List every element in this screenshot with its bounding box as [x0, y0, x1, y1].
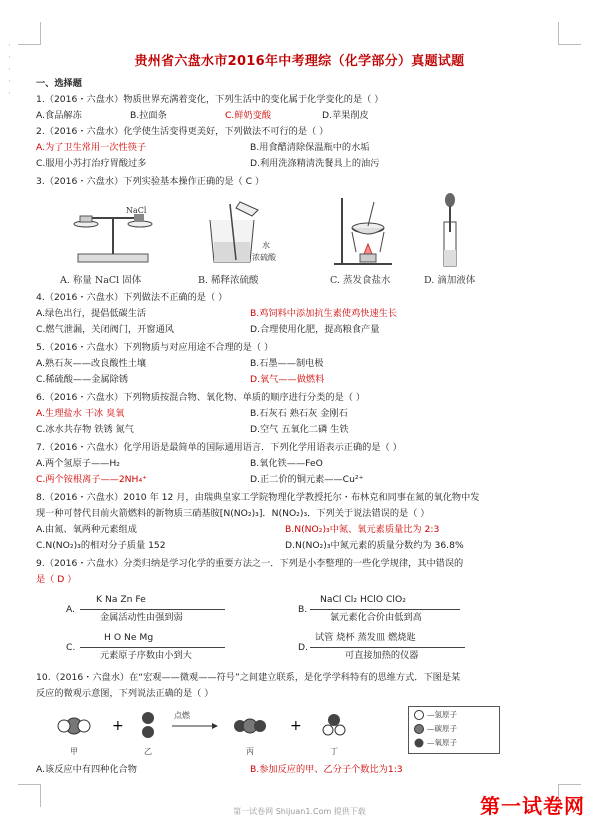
- question-10-stem-line2: 反应的微观示意图，下列说法正确的是（ ）: [36, 688, 214, 699]
- figure-d-caption: D. 滴加液体: [424, 275, 476, 286]
- acid-label: 浓硫酸: [252, 253, 276, 262]
- evaporation-figure: [330, 192, 400, 268]
- page-footer: 第一试卷网 Shijuan1.Com 提供下载: [233, 807, 366, 816]
- q5-option-c: C.稀硫酸——金属除锈: [36, 374, 129, 385]
- nacl-label: NaCl: [126, 206, 147, 215]
- question-9-stem-line1: 9.（2016・六盘水）分类归纳是学习化学的重要方法之一．下列是小李整理的一些化学规律，其中错误的: [36, 558, 464, 569]
- q6-option-c: C.冰水共存物 铁锈 氮气: [36, 424, 134, 435]
- atom-legend: [408, 706, 500, 754]
- q9-option-d-letter: D.: [298, 642, 308, 653]
- dropper-figure: [432, 192, 472, 268]
- q7-option-a: A.两个氢原子——H₂: [36, 458, 120, 469]
- legend-atom-icons: [413, 708, 427, 752]
- question-8-stem-line2: 现一种可替代目前火箭燃料的新物质三硝基胺[N(NO₂)₃]．N(NO₂)₃．下列关于说法错误的是（ ）: [36, 508, 430, 519]
- q8-option-d: D.N(NO₂)₃中氮元素的质量分数约为 36.8%: [285, 540, 464, 551]
- legend-carbon: —碳原子: [427, 724, 457, 733]
- q9-option-b-top: NaCl Cl₂ HClO ClO₂: [320, 594, 406, 605]
- question-3-stem: 3.（2016・六盘水）下列实验基本操作正确的是（ C ）: [36, 176, 265, 187]
- svg-text:+: +: [290, 718, 302, 734]
- q9-option-d-bottom: 可直接加热的仪器: [345, 650, 419, 661]
- q7-option-d: D.正二价的铜元素——Cu²⁺: [250, 474, 364, 485]
- q6-option-d: D.空气 五氧化二磷 生铁: [250, 424, 349, 435]
- crop-mark: [18, 784, 41, 807]
- q5-option-d: D.氧气——做燃料: [250, 374, 325, 385]
- q1-option-c: C.鲜奶变酸: [225, 110, 272, 121]
- q2-option-d: D.利用洗涤精清洗餐具上的油污: [250, 158, 380, 169]
- water-label: 水: [262, 241, 270, 250]
- question-7-stem: 7.（2016・六盘水）化学用语是最简单的国际通用语言．下列化学用语表示正确的是（ ）: [36, 442, 402, 453]
- q1-option-a: A.食品解冻: [36, 110, 82, 121]
- arrow-line: [310, 609, 460, 610]
- q9-option-c-letter: C.: [66, 642, 76, 653]
- q6-option-b: B.石灰石 熟石灰 金刚石: [250, 408, 348, 419]
- q5-option-a: A.熟石灰——改良酸性土壤: [36, 358, 147, 369]
- q10-option-b: B.参加反应的甲、乙分子个数比为1:3: [250, 764, 403, 775]
- label-jia: 甲: [70, 747, 78, 756]
- crop-mark: [558, 22, 581, 45]
- arrow-line: [80, 609, 225, 610]
- question-8-stem-line1: 8.（2016・六盘水）2010 年 12 月，由瑞典皇家工学院物理化学教授托尔・布林克和同事在氮的氧化物中发: [36, 492, 480, 503]
- q4-option-a: A.绿色出行，提倡低碳生活: [36, 308, 147, 319]
- q9-option-b-bottom: 氯元素化合价由低到高: [330, 612, 422, 623]
- q4-option-c: C.燃气泄漏，关闭阀门，开窗通风: [36, 324, 174, 335]
- site-logo: 第一试卷网: [480, 794, 585, 818]
- q10-option-a: A.该反应中有四种化合物: [36, 764, 137, 775]
- legend-hydrogen: —氢原子: [427, 710, 457, 719]
- q7-option-c: C.两个铵根离子——2NH₄⁺: [36, 474, 147, 485]
- q8-option-a: A.由氮、氧两种元素组成: [36, 524, 137, 535]
- question-10-stem-line1: 10.（2016・六盘水）在“宏观——微观——符号”之间建立联系，是化学学科特有的思维方式．下图是某: [36, 672, 461, 683]
- reaction-condition: 点燃: [174, 711, 190, 720]
- section-heading: 一、选择题: [36, 78, 82, 89]
- q9-option-d-top: 试管 烧杯 蒸发皿 燃烧匙: [315, 632, 416, 643]
- q1-option-b: B.拉面条: [130, 110, 167, 121]
- label-bing: 丙: [246, 747, 254, 756]
- figure-c-caption: C. 蒸发食盐水: [330, 275, 391, 286]
- q6-option-a: A.生理盐水 干冰 臭氧: [36, 408, 125, 419]
- legend-oxygen: —氧原子: [427, 738, 457, 747]
- question-5-stem: 5.（2016・六盘水）下列物质与对应用途不合理的是（ ）: [36, 342, 274, 353]
- q8-option-b: B.N(NO₂)₃中氮、氧元素质量比为 2:3: [285, 524, 440, 535]
- figure-b-caption: B. 稀释浓硫酸: [198, 275, 259, 286]
- label-yi: 乙: [144, 747, 152, 756]
- q1-option-d: D.苹果削皮: [322, 110, 369, 121]
- label-ding: 丁: [330, 747, 338, 756]
- question-1-stem: 1.（2016・六盘水）物质世界充满着变化，下列生活中的变化属于化学变化的是（ ）: [36, 94, 384, 105]
- q5-option-b: B.石墨——制电极: [250, 358, 324, 369]
- q9-option-a-top: K Na Zn Fe: [96, 594, 146, 605]
- q2-option-a: A.为了卫生常用一次性筷子: [36, 142, 147, 153]
- crop-mark: [18, 22, 41, 45]
- q9-option-c-bottom: 元素原子序数由小到大: [100, 650, 192, 661]
- q7-option-b: B.氧化铁——FeO: [250, 458, 323, 469]
- figure-a-caption: A. 称量 NaCl 固体: [60, 275, 142, 286]
- page-title: 贵州省六盘水市2016年中考理综（化学部分）真题试题: [134, 54, 465, 69]
- reaction-diagram: [52, 708, 412, 750]
- q9-option-a-letter: A.: [66, 604, 76, 615]
- q2-option-c: C.服用小苏打治疗胃酸过多: [36, 158, 147, 169]
- question-4-stem: 4.（2016・六盘水）下列做法不正确的是（ ）: [36, 292, 228, 303]
- q2-option-b: B.用食醋清除保温瓶中的水垢: [250, 142, 370, 153]
- arrow-line: [310, 647, 465, 648]
- arrow-line: [80, 647, 225, 648]
- question-9-stem-line2: 是（ D ）: [36, 574, 77, 585]
- q8-option-c: C.N(NO₂)₃的相对分子质量 152: [36, 540, 166, 551]
- question-2-stem: 2.（2016・六盘水）化学使生活变得更美好，下列做法不可行的是（ ）: [36, 126, 329, 137]
- q4-option-b: B.鸡饲料中添加抗生素使鸡快速生长: [250, 308, 398, 319]
- svg-text:+: +: [112, 718, 124, 734]
- binding-dots: · · · · ·: [8, 41, 11, 99]
- q4-option-d: D.合理使用化肥，提高粮食产量: [250, 324, 380, 335]
- q9-option-c-top: H O Ne Mg: [104, 632, 154, 643]
- q9-option-a-bottom: 金属活动性由强到弱: [100, 612, 183, 623]
- question-6-stem: 6.（2016・六盘水）下列物质按混合物、氧化物、单质的顺序进行分类的是（ ）: [36, 392, 366, 403]
- q9-option-b-letter: B.: [298, 604, 308, 615]
